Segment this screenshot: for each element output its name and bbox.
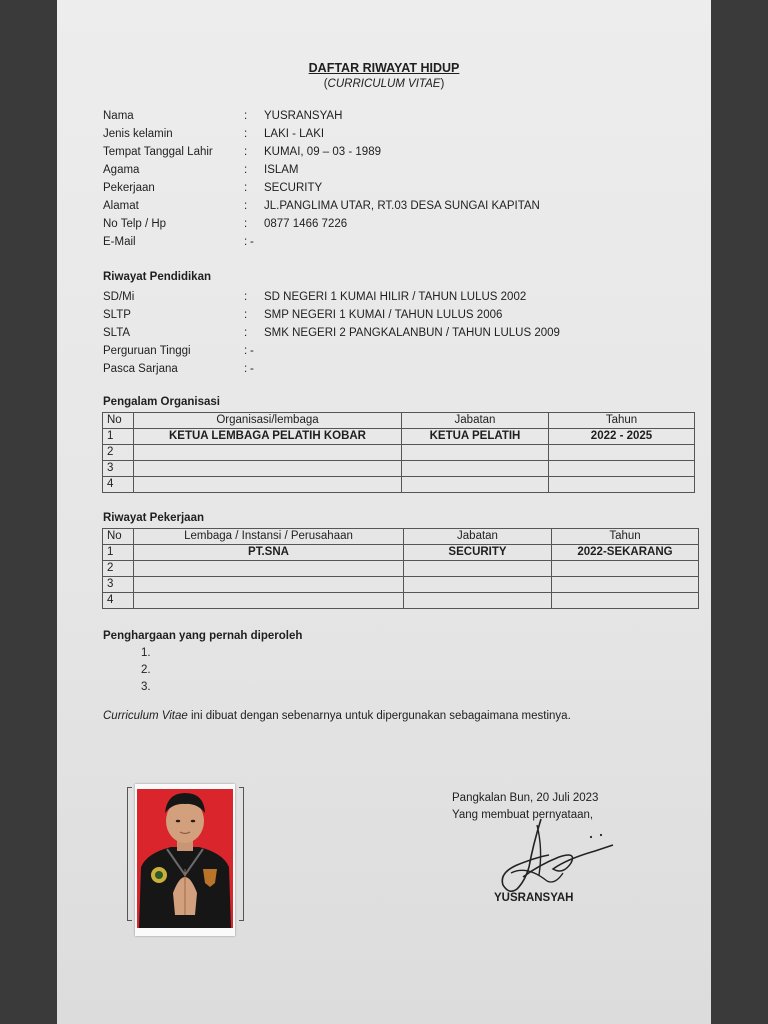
place-date: Pangkalan Bun, 20 Juli 2023: [452, 792, 599, 804]
cell-no: 1: [103, 429, 134, 445]
field-colon: :: [244, 110, 248, 122]
education-level: SLTP: [103, 309, 131, 321]
photo-bracket-right: [239, 787, 244, 921]
education-value: SD NEGERI 1 KUMAI HILIR / TAHUN LULUS 2002: [264, 291, 527, 303]
field-colon: :: [244, 291, 248, 303]
cell-organisasi: [134, 445, 402, 461]
table-row: [103, 577, 699, 593]
cell-no: 3: [103, 461, 134, 477]
field-colon: :: [244, 345, 248, 357]
photo-bracket-left: [127, 787, 132, 921]
table-header-row: [103, 413, 695, 429]
cell-tahun: [552, 593, 699, 609]
field-value: LAKI - LAKI: [264, 128, 325, 140]
field-colon: :: [244, 182, 248, 194]
work-table: [102, 528, 699, 609]
cell-tahun: 2022-SEKARANG: [552, 545, 699, 561]
field-colon: :: [244, 236, 248, 248]
field-colon: :: [244, 146, 248, 158]
table-row: [103, 561, 699, 577]
document-subtitle: (CURRICULUM VITAE): [323, 78, 445, 90]
field-value: ISLAM: [264, 164, 299, 176]
education-heading: Riwayat Pendidikan: [103, 271, 212, 283]
cell-jabatan: [402, 477, 549, 493]
cell-no: 4: [103, 593, 134, 609]
cell-lembaga: [134, 561, 404, 577]
organization-heading: Pengalam Organisasi: [103, 396, 220, 408]
field-colon: :: [244, 327, 248, 339]
field-label: Jenis kelamin: [103, 128, 173, 140]
education-value: SMK NEGERI 2 PANGKALANBUN / TAHUN LULUS 2009: [264, 327, 560, 339]
cell-lembaga: [134, 593, 404, 609]
field-label: Tempat Tanggal Lahir: [103, 146, 213, 158]
cell-tahun: [552, 577, 699, 593]
cell-jabatan: SECURITY: [404, 545, 552, 561]
table-row: [103, 593, 699, 609]
table-header-row: [103, 529, 699, 545]
education-level: Perguruan Tinggi: [103, 345, 191, 357]
cv-paper: [57, 0, 711, 1024]
field-label: Alamat: [103, 200, 139, 212]
header-no: No: [103, 413, 134, 429]
table-row: [103, 461, 695, 477]
field-value: JL.PANGLIMA UTAR, RT.03 DESA SUNGAI KAPITAN: [264, 200, 540, 212]
cell-no: 3: [103, 577, 134, 593]
field-label: Agama: [103, 164, 140, 176]
header-no: No: [103, 529, 134, 545]
award-item: 3.: [141, 681, 151, 693]
cell-jabatan: [402, 461, 549, 477]
field-value: SECURITY: [264, 182, 323, 194]
signer-name: YUSRANSYAH: [494, 892, 574, 904]
field-value: -: [250, 236, 254, 248]
field-colon: :: [244, 363, 248, 375]
header-tahun: Tahun: [552, 529, 699, 545]
document-title: DAFTAR RIWAYAT HIDUP: [308, 61, 460, 75]
field-value: KUMAI, 09 – 03 - 1989: [264, 146, 381, 158]
cell-jabatan: [402, 445, 549, 461]
organization-table: [102, 412, 695, 493]
field-label: Nama: [103, 110, 134, 122]
award-item: 2.: [141, 664, 151, 676]
education-level: SLTA: [103, 327, 131, 339]
cell-no: 2: [103, 445, 134, 461]
table-row: [103, 429, 695, 445]
cell-tahun: [549, 445, 695, 461]
header-organisasi: Organisasi/lembaga: [134, 413, 402, 429]
cell-organisasi: KETUA LEMBAGA PELATIH KOBAR: [134, 429, 402, 445]
field-value: 0877 1466 7226: [264, 218, 348, 230]
header-tahun: Tahun: [549, 413, 695, 429]
field-value: YUSRANSYAH: [264, 110, 343, 122]
cell-no: 1: [103, 545, 134, 561]
cell-tahun: [549, 461, 695, 477]
field-colon: :: [244, 164, 248, 176]
header-jabatan: Jabatan: [402, 413, 549, 429]
cell-tahun: [549, 477, 695, 493]
education-level: Pasca Sarjana: [103, 363, 178, 375]
person-portrait-icon: [137, 789, 233, 928]
table-row: [103, 477, 695, 493]
cell-no: 2: [103, 561, 134, 577]
award-item: 1.: [141, 647, 151, 659]
education-value: -: [250, 363, 254, 375]
table-row: [103, 445, 695, 461]
cell-jabatan: [404, 593, 552, 609]
field-colon: :: [244, 218, 248, 230]
field-label: No Telp / Hp: [103, 218, 167, 230]
education-value: SMP NEGERI 1 KUMAI / TAHUN LULUS 2006: [264, 309, 503, 321]
handwritten-signature-icon: [467, 815, 617, 895]
cell-tahun: 2022 - 2025: [549, 429, 695, 445]
education-value: -: [250, 345, 254, 357]
cell-no: 4: [103, 477, 134, 493]
cell-organisasi: [134, 477, 402, 493]
field-label: Pekerjaan: [103, 182, 155, 194]
cell-organisasi: [134, 461, 402, 477]
field-colon: :: [244, 309, 248, 321]
cell-jabatan: KETUA PELATIH: [402, 429, 549, 445]
cell-tahun: [552, 561, 699, 577]
awards-heading: Penghargaan yang pernah diperoleh: [103, 630, 303, 642]
header-lembaga: Lembaga / Instansi / Perusahaan: [134, 529, 404, 545]
table-row: [103, 545, 699, 561]
cell-lembaga: PT.SNA: [134, 545, 404, 561]
cell-jabatan: [404, 561, 552, 577]
work-heading: Riwayat Pekerjaan: [103, 512, 205, 524]
header-jabatan: Jabatan: [404, 529, 552, 545]
education-level: SD/Mi: [103, 291, 135, 303]
cell-jabatan: [404, 577, 552, 593]
declarant-line: Yang membuat pernyataan,: [452, 809, 594, 821]
cell-lembaga: [134, 577, 404, 593]
declaration-statement: Curriculum Vitae ini dibuat dengan sebenarnya untuk dipergunakan sebagaimana mestinya.: [103, 710, 571, 722]
field-colon: :: [244, 128, 248, 140]
field-colon: :: [244, 200, 248, 212]
field-label: E-Mail: [103, 236, 136, 248]
